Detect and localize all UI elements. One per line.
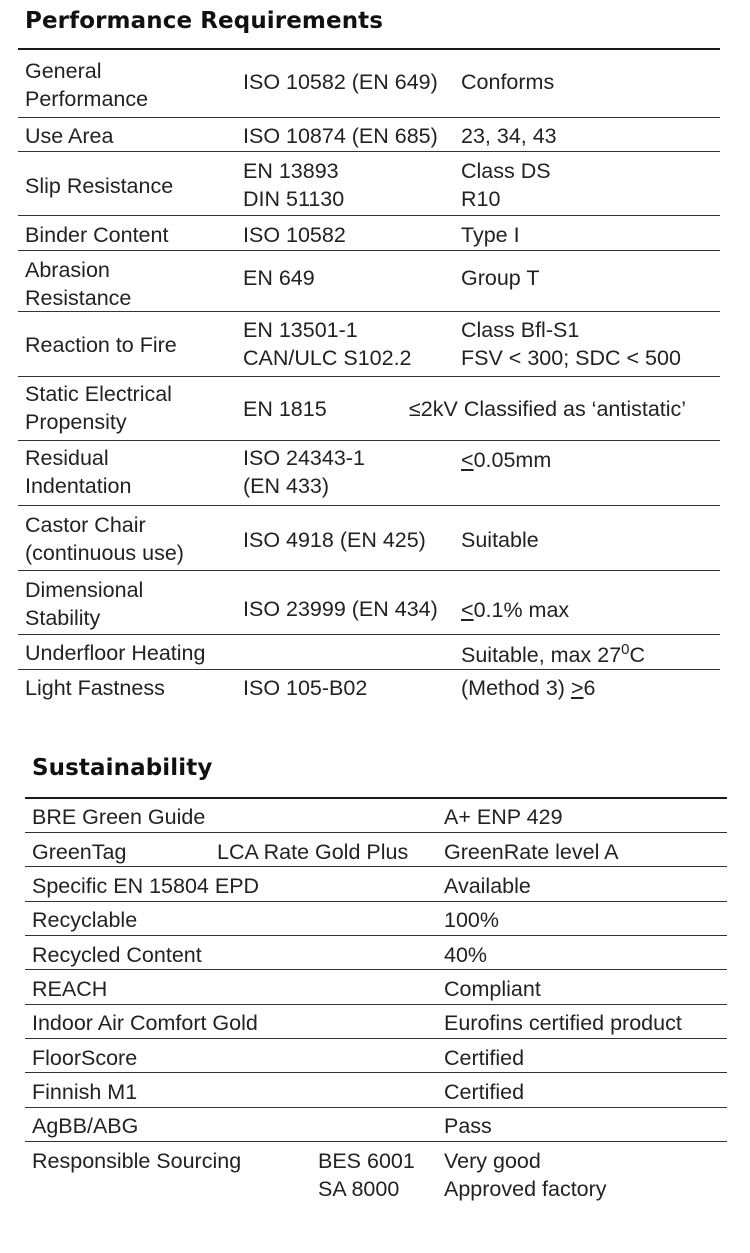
value-cell: Suitable (461, 528, 539, 552)
row-divider (25, 935, 727, 936)
standard-cell: ISO 10874 (EN 685) (243, 124, 438, 148)
sustainability-value: GreenRate level A (444, 840, 619, 864)
sustainability-label: Recycled Content (32, 943, 202, 967)
row-divider (18, 376, 720, 377)
row-divider (18, 311, 720, 312)
property-cell: Reaction to Fire (25, 333, 177, 357)
sustainability-label: REACH (32, 977, 108, 1001)
greater-equal-symbol: > (570, 676, 584, 700)
standard-cell: ISO 10582 (EN 649) (243, 70, 438, 94)
performance-title: Performance Requirements (25, 8, 384, 34)
property-cell: Residual Indentation (25, 446, 132, 498)
sustainability-value: A+ ENP 429 (444, 805, 563, 829)
value-cell (461, 596, 569, 624)
sustainability-value: 100% (444, 908, 499, 932)
row-divider (25, 1038, 727, 1039)
property-cell: Abrasion Resistance (25, 258, 132, 310)
value-cell (461, 674, 595, 702)
sustainability-header-rule (25, 797, 727, 799)
value-cell: Class Bfl-S1 FSV < 300; SDC < 500 (461, 318, 681, 370)
value-prefix: (Method 3) (461, 676, 571, 700)
row-divider (18, 440, 720, 441)
value-text: Suitable, max 27 (461, 643, 622, 667)
unit-text: C (629, 643, 646, 667)
row-divider (18, 151, 720, 152)
standard-cell: ISO 4918 (EN 425) (243, 528, 426, 552)
sustainability-label: GreenTag (32, 840, 127, 864)
sustainability-label: FloorScore (32, 1046, 138, 1070)
sustainability-label: AgBB/ABG (32, 1114, 139, 1138)
standard-cell: EN 1815 (243, 397, 327, 421)
row-divider (18, 570, 720, 571)
property-cell: Underfloor Heating (25, 641, 206, 665)
value-cell: Group T (461, 266, 540, 290)
sustainability-value: Certified (444, 1046, 525, 1070)
row-divider (18, 215, 720, 216)
sustainability-value: 40% (444, 943, 488, 967)
row-divider (25, 901, 727, 902)
row-divider (25, 832, 727, 833)
property-cell: Dimensional Stability (25, 578, 144, 630)
row-divider (18, 634, 720, 635)
row-divider (18, 250, 720, 251)
standard-cell: EN 13893 DIN 51130 (243, 159, 345, 211)
sustainability-value: Pass (444, 1114, 492, 1138)
sustainability-title: Sustainability (32, 755, 213, 781)
row-divider (18, 669, 720, 670)
sustainability-label: Responsible Sourcing (32, 1149, 242, 1173)
row-divider (18, 117, 720, 118)
property-cell: Light Fastness (25, 676, 165, 700)
row-divider (25, 866, 727, 867)
sustainability-label: Specific EN 15804 EPD (32, 874, 260, 898)
property-cell: Static Electrical Propensity (25, 382, 172, 434)
value-text: 6 (583, 676, 596, 700)
value-cell: 23, 34, 43 (461, 124, 557, 148)
sustainability-label: Finnish M1 (32, 1080, 138, 1104)
row-divider (25, 969, 727, 970)
less-equal-symbol: < (461, 448, 474, 472)
row-divider (25, 1141, 727, 1142)
sustainability-label: Recyclable (32, 908, 138, 932)
value-cell: Class DS R10 (461, 159, 551, 211)
sustainability-value: Certified (444, 1080, 525, 1104)
standard-cell: ISO 24343-1 (EN 433) (243, 446, 365, 498)
value-text: 0.05mm (473, 448, 552, 472)
value-cell (461, 446, 551, 474)
standard-cell: EN 649 (243, 266, 315, 290)
sustainability-value: Very good Approved factory (444, 1149, 607, 1201)
property-cell: Castor Chair (continuous use) (25, 513, 184, 565)
standard-cell: ISO 105-B02 (243, 676, 368, 700)
property-cell: Use Area (25, 124, 114, 148)
value-cell: Conforms (461, 70, 555, 94)
degree-superscript: 0 (621, 641, 630, 658)
standard-cell: EN 13501-1 CAN/ULC S102.2 (243, 318, 412, 370)
value-cell: Type I (461, 223, 520, 247)
less-equal-symbol: < (461, 598, 474, 622)
property-cell (25, 57, 148, 113)
sustainability-label: Indoor Air Comfort Gold (32, 1011, 258, 1035)
sustainability-value: Available (444, 874, 531, 898)
row-divider (18, 505, 720, 506)
standard-cell: ISO 10582 (243, 223, 346, 247)
property-cell: Binder Content (25, 223, 169, 247)
value-cell: ≤2kV Classified as ‘antistatic’ (409, 397, 687, 421)
performance-header-rule (18, 48, 720, 50)
value-text: 0.1% max (473, 598, 570, 622)
sustainability-label: BRE Green Guide (32, 805, 206, 829)
row-divider (25, 1107, 727, 1108)
sustainability-detail: BES 6001 SA 8000 (318, 1149, 415, 1201)
property-cell: Slip Resistance (25, 174, 174, 198)
sustainability-value: Eurofins certified product (444, 1011, 682, 1035)
property-line: General Performance (25, 59, 149, 111)
standard-cell: ISO 23999 (EN 434) (243, 597, 438, 621)
row-divider (25, 1004, 727, 1005)
value-cell (461, 641, 645, 669)
sustainability-value: Compliant (444, 977, 541, 1001)
sustainability-detail: LCA Rate Gold Plus (217, 840, 409, 864)
row-divider (25, 1072, 727, 1073)
